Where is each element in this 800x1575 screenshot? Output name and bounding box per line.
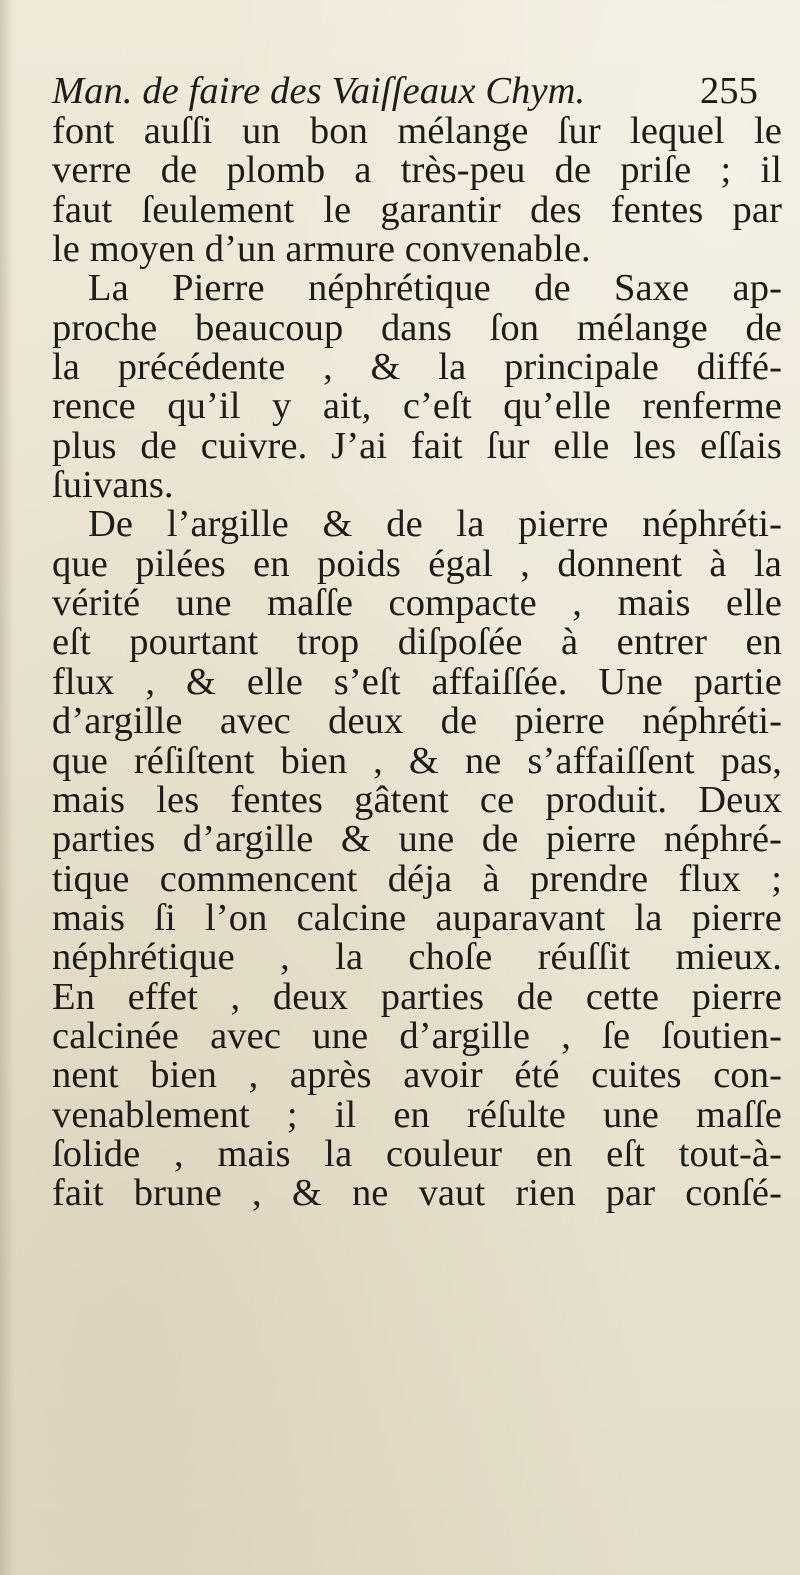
text-line: nent bien , après avoir été cuites con- — [52, 1054, 782, 1097]
text-block — [52, 70, 782, 1214]
text-line: verre de plomb a très-peu de priſe ; il — [52, 149, 782, 192]
page-number: 255 — [699, 70, 758, 112]
text-line: parties d’argille & une de pierre néphré- — [52, 818, 782, 861]
text-line: font auſſi un bon mélange ſur lequel le — [52, 110, 782, 152]
text-line: d’argille avec deux de pierre néphréti- — [52, 700, 782, 743]
text-line: tique commencent déja à prendre flux ; — [52, 857, 782, 900]
text-line: calcinée avec une d’argille , ſe ſoutien- — [52, 1014, 782, 1057]
paragraph-1 — [52, 112, 782, 269]
text-line: eſt pourtant trop diſpoſée à entrer en — [52, 621, 782, 664]
text-line: proche beaucoup dans ſon mélange de — [52, 306, 782, 349]
text-line: que pilées en poids égal , donnent à la — [52, 542, 782, 585]
text-line: De l’argille & de la pierre néphréti- — [88, 503, 782, 546]
text-line: vérité une maſſe compacte , mais elle — [52, 582, 782, 625]
text-line: que réſiſtent bien , & ne s’affaiſſent pas, — [52, 739, 782, 782]
text-line: En effet , deux parties de cette pierre — [52, 975, 782, 1018]
text-line: néphrétique , la choſe réuſſit mieux. — [52, 936, 782, 979]
text-line: venablement ; il en réſulte une maſſe — [52, 1093, 782, 1136]
running-title: Man. de faire des Vaiſſeaux Chym. — [52, 70, 586, 112]
text-line: rence qu’il y ait, c’eſt qu’elle renferme — [52, 385, 782, 428]
text-line: ſolide , mais la couleur en eſt tout-à- — [52, 1132, 782, 1175]
text-line: plus de cuivre. J’ai fait ſur elle les eſſais — [52, 424, 782, 467]
text-line: La Pierre néphrétique de Saxe ap- — [88, 267, 782, 310]
text-line: fait brune , & ne vaut rien par conſé- — [52, 1172, 782, 1215]
text-line: mais les fentes gâtent ce produit. Deux — [52, 778, 782, 821]
text-line: la précédente , & la principale diffé- — [52, 346, 782, 389]
text-line: faut ſeulement le garantir des fentes par — [52, 188, 782, 231]
page-gutter-shadow — [0, 0, 14, 1575]
text-line: ſuivans. — [52, 464, 174, 507]
paragraph-2 — [52, 269, 782, 505]
running-header — [52, 70, 782, 112]
text-line: flux , & elle s’eſt affaiſſée. Une partie — [52, 660, 782, 703]
text-line: le moyen d’un armure convenable. — [52, 228, 591, 271]
text-line: mais ſi l’on calcine auparavant la pierre — [52, 896, 782, 939]
paragraph-3 — [52, 505, 782, 1213]
